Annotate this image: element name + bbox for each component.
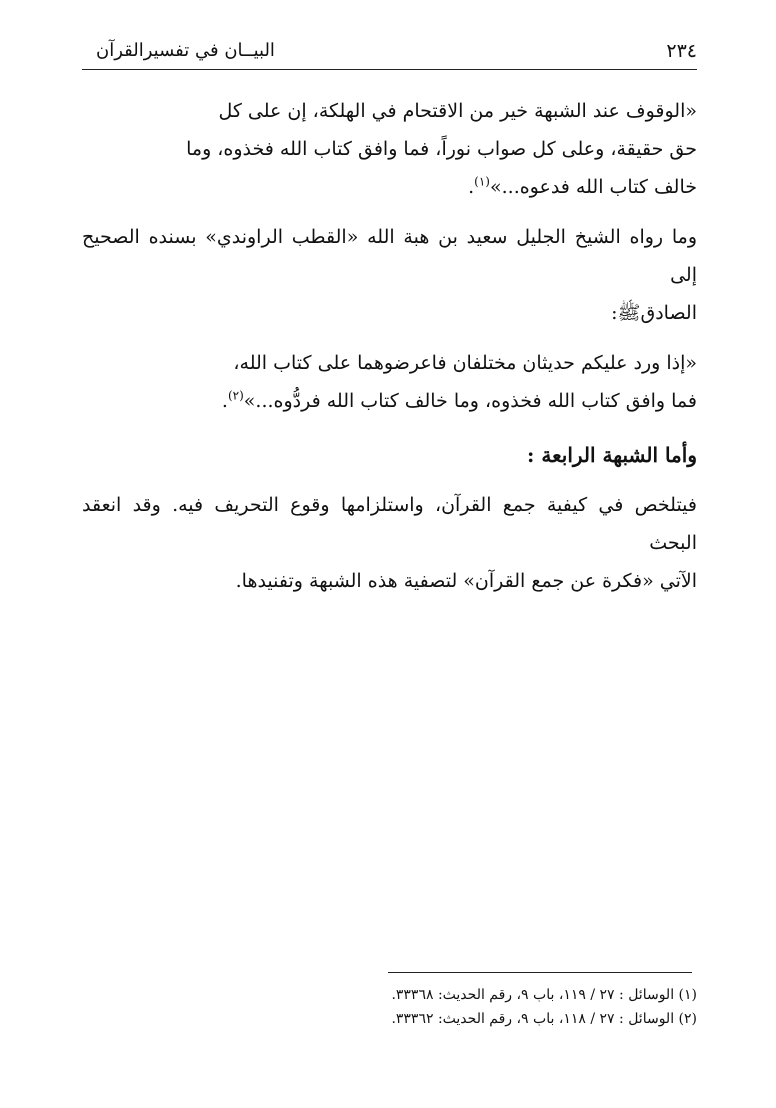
- quote-line: «إذا ورد عليكم حديثان مختلفان فاعرضوهما على كتاب الله،: [233, 352, 697, 374]
- page-header: [82, 36, 697, 70]
- section-heading: وأما الشبهة الرابعة :: [527, 443, 697, 467]
- page-body: [82, 92, 697, 600]
- footnote-ref: (٢): [227, 388, 244, 403]
- quote-block-2: [137, 344, 697, 420]
- paragraph-2: [82, 486, 697, 600]
- quote-line: «الوقوف عند الشبهة خير من الاقتحام في الهلكة، إن على كل: [218, 100, 697, 122]
- paragraph-line: الآتي «فكرة عن جمع القرآن» لتصفية هذه الشبهة وتفنيدها.: [235, 570, 697, 592]
- footnotes: [82, 983, 697, 1031]
- quote-line-text: فما وافق كتاب الله فخذوه، وما خالف كتاب الله فردُّوه...»: [243, 390, 697, 412]
- paragraph-line: الصادقﷺ:: [611, 302, 697, 324]
- quote-line: خالف كتاب الله فدعوه...»$^{(١)}$.: [468, 174, 697, 198]
- running-title: البيــان في تفسيرالقرآن: [96, 40, 275, 61]
- quote-block-1: [137, 92, 697, 206]
- quote-line: حق حقيقة، وعلى كل صواب نوراً، فما وافق كتاب الله فخذوه، وما: [186, 138, 697, 160]
- footnote-1: (١) الوسائل : ٢٧ / ١١٩، باب ٩، رقم الحديث: ٣٣٣٦٨.: [391, 987, 697, 1003]
- quote-line-text: خالف كتاب الله فدعوه...»: [489, 176, 697, 198]
- quote-line: فما وافق كتاب الله فخذوه، وما خالف كتاب الله فردُّوه...»$^{(٢)}$.: [221, 388, 697, 412]
- footnote-divider: [388, 972, 692, 973]
- footnote-ref: (١): [474, 174, 490, 189]
- footnote-2: (٢) الوسائل : ٢٧ / ١١٨، باب ٩، رقم الحديث: ٣٣٣٦٢.: [391, 1011, 697, 1027]
- paragraph-line: فيتلخص في كيفية جمع القرآن، واستلزامها وقوع التحريف فيه. وقد انعقد البحث: [82, 494, 697, 554]
- paragraph-line: وما رواه الشيخ الجليل سعيد بن هبة الله «القطب الراوندي» بسنده الصحيح إلى: [82, 226, 697, 286]
- page-number: ٢٣٤: [666, 40, 697, 62]
- paragraph-1: [82, 218, 697, 332]
